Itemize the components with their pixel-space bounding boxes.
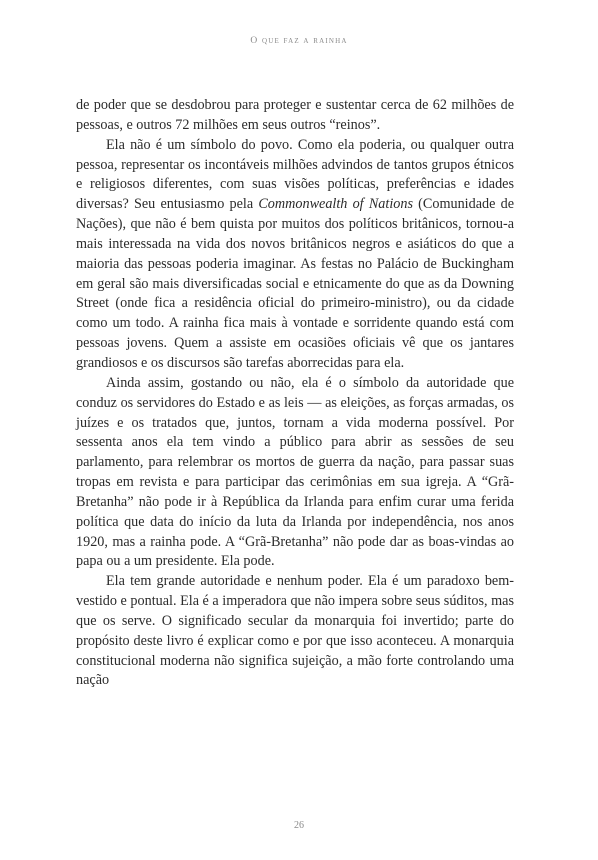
paragraph-text-end: (Comunidade de Nações), que não é bem quista por muitos dos políticos britânicos, tornou-a mais interessada na vida dos novos britânicos negros e asiáticos do que a maioria das pessoas poderia imaginar. As festas no Palácio de Buckingham em geral são mais diversificadas social e etnicamente do que as da Downing Street (onde fica a residência oficial do primeiro-ministro), ou da cidade como um todo. A rainha fica mais à vontade e sorridente quando está com pessoas jovens. Quem a assiste em ocasiões oficiais vê que os jantares grandiosos e os discursos são tarefas aborrecidas para ela. (76, 196, 514, 371)
paragraph-paradox: Ela tem grande autoridade e nenhum poder. Ela é um paradoxo bem-vestido e pontual. Ela é a imperadora que não impera sobre seus súditos, mas que os serve. O significado secular da monarquia foi invertido; parte do propósito deste livro é explicar como e por que isso aconteceu. A monarquia constitucional moderna não significa sujeição, a mão forte controlando uma nação (76, 573, 514, 689)
body-text (76, 96, 514, 691)
paragraph-authority: Ainda assim, gostando ou não, ela é o símbolo da autoridade que conduz os servidores do Estado e as leis — as eleições, as forças armadas, os juízes e os tratados que, juntos, tornam a vida moderna possível. Por sessenta anos ela tem vindo a público para abrir as sessões de seu parlamento, para relembrar os mortos de guerra da nação, para passar suas tropas em revista e para participar das cerimônias em sua igreja. A “Grã-Bretanha” não pode ir à República da Irlanda para enfim curar uma ferida política que data do início da luta da Irlanda por independência, nos anos 1920, mas a rainha pode. A “Grã-Bretanha” não pode dar as boas-vindas ao papa ou a um presidente. Ela pode. (76, 374, 514, 570)
paragraph-text-start: Ela não é um símbolo do povo. Como ela poderia, ou qualquer outra pessoa, representar os incontáveis milhões advindos de tantos grupos étnicos e religiosos diferentes, com suas visões políticas, preferências e idades diversas? Seu entusiasmo pela (76, 136, 514, 213)
page-number: 26 (294, 820, 304, 831)
paragraph-symbol (76, 136, 514, 374)
paragraph-continued: de poder que se desdobrou para proteger e sustentar cerca de 62 milhões de pessoas, e outros 72 milhões em seus outros “reinos”. (76, 97, 514, 133)
commonwealth-italic: Commonwealth of Nations (258, 196, 413, 213)
running-head: O que faz a rainha (250, 36, 348, 46)
